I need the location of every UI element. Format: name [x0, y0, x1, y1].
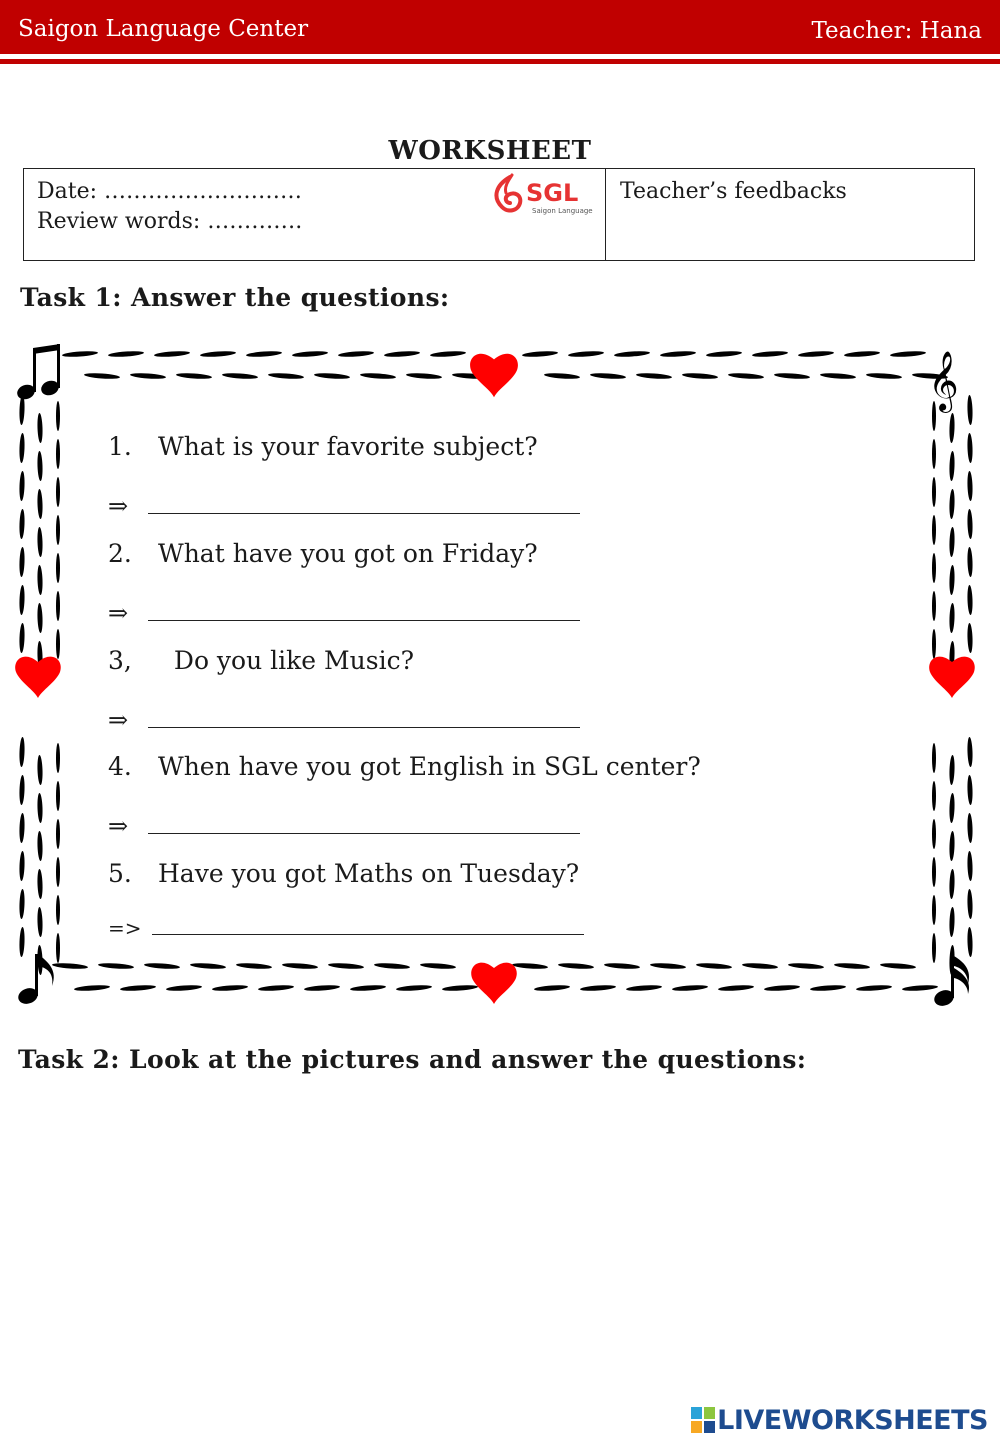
- frame-dash: [932, 857, 936, 887]
- frame-dash: [949, 451, 955, 481]
- frame-dash: [19, 813, 25, 843]
- frame-dash: [212, 984, 248, 991]
- frame-dash: [19, 471, 25, 501]
- liveworksheets-mark-icon: [691, 1407, 715, 1433]
- frame-dash: [932, 477, 936, 507]
- frame-dash: [19, 433, 25, 463]
- question-3: 3, Do you like Music?: [108, 646, 414, 675]
- sgl-logo: [490, 173, 596, 219]
- frame-dash: [236, 962, 272, 969]
- frame-dash: [56, 857, 60, 887]
- frame-dash: [442, 984, 478, 991]
- frame-dash: [932, 439, 936, 469]
- frame-dash: [932, 819, 936, 849]
- frame-dash: [19, 395, 25, 425]
- frame-dash: [37, 831, 43, 861]
- question-2: 2. What have you got on Friday?: [108, 539, 538, 568]
- frame-dash: [949, 831, 955, 861]
- teacher-name: Teacher: Hana: [811, 18, 982, 44]
- frame-dash: [360, 372, 396, 379]
- frame-dash: [650, 962, 686, 969]
- frame-dash: [967, 471, 973, 501]
- answer-2[interactable]: ⇒: [108, 599, 580, 627]
- frame-dash: [396, 984, 432, 991]
- frame-dash: [932, 895, 936, 925]
- frame-dash: [682, 372, 718, 379]
- frame-dash: [672, 984, 708, 991]
- frame-dash: [37, 413, 43, 443]
- heart-left-icon: [15, 657, 61, 698]
- heart-bottom-icon: [471, 963, 517, 1004]
- frame-dash: [19, 509, 25, 539]
- liveworksheets-logo: [691, 1402, 988, 1438]
- frame-dash: [636, 372, 672, 379]
- frame-dash: [304, 984, 340, 991]
- frame-dash: [932, 515, 936, 545]
- frame-dash: [176, 372, 212, 379]
- frame-dash: [56, 439, 60, 469]
- frame-dash: [56, 401, 60, 431]
- frame-dash: [774, 372, 810, 379]
- frame-dash: [614, 350, 650, 357]
- frame-dash: [19, 623, 25, 653]
- task1-title: Task 1: Answer the questions:: [20, 283, 450, 312]
- frame-dash: [222, 372, 258, 379]
- frame-dash: [37, 755, 43, 785]
- frame-dash: [190, 962, 226, 969]
- frame-dash: [902, 984, 938, 991]
- eighth-note-icon: [16, 954, 54, 1006]
- frame-dash: [880, 962, 916, 969]
- frame-dash: [967, 889, 973, 919]
- frame-dash: [56, 895, 60, 925]
- answer-1[interactable]: ⇒: [108, 492, 580, 520]
- frame-dash: [246, 350, 282, 357]
- frame-dash: [37, 603, 43, 633]
- frame-dash: [932, 933, 936, 963]
- frame-dash: [350, 984, 386, 991]
- liveworksheets-brand: LIVEWORKSHEETS: [717, 1404, 988, 1436]
- frame-dash: [932, 591, 936, 621]
- frame-dash: [967, 775, 973, 805]
- frame-dash: [856, 984, 892, 991]
- svg-text:SGL: SGL: [526, 179, 579, 207]
- frame-dash: [949, 413, 955, 443]
- frame-dash: [130, 372, 166, 379]
- answer-5[interactable]: =>: [108, 916, 584, 940]
- frame-dash: [37, 793, 43, 823]
- frame-dash: [37, 451, 43, 481]
- frame-dash: [949, 755, 955, 785]
- info-left-cell: [24, 169, 606, 260]
- frame-dash: [967, 433, 973, 463]
- frame-dash: [932, 553, 936, 583]
- frame-dash: [268, 372, 304, 379]
- frame-dash: [949, 565, 955, 595]
- treble-clef-icon: [928, 351, 959, 413]
- frame-dash: [19, 851, 25, 881]
- frame-dash: [534, 984, 570, 991]
- frame-dash: [328, 962, 364, 969]
- frame-dash: [604, 962, 640, 969]
- worksheet-title: WORKSHEET: [388, 136, 592, 166]
- frame-dash: [810, 984, 846, 991]
- frame-dash: [37, 489, 43, 519]
- frame-dash: [949, 869, 955, 899]
- heart-top-icon: [470, 354, 518, 397]
- frame-dash: [558, 962, 594, 969]
- frame-dash: [820, 372, 856, 379]
- beamed-notes-icon: [15, 344, 61, 402]
- frame-dash: [56, 591, 60, 621]
- frame-dash: [56, 477, 60, 507]
- frame-dash: [52, 962, 88, 969]
- frame-dash: [967, 509, 973, 539]
- frame-dash: [949, 793, 955, 823]
- frame-dash: [19, 775, 25, 805]
- frame-dash: [56, 781, 60, 811]
- frame-dash: [154, 350, 190, 357]
- frame-dash: [56, 553, 60, 583]
- frame-dash: [967, 813, 973, 843]
- frame-dash: [932, 743, 936, 773]
- frame-dash: [37, 869, 43, 899]
- frame-dash: [144, 962, 180, 969]
- frame-dash: [19, 737, 25, 767]
- frame-dash: [742, 962, 778, 969]
- frame-dash: [292, 350, 328, 357]
- frame-dash: [430, 350, 466, 357]
- frame-dash: [967, 623, 973, 653]
- frame-dash: [314, 372, 350, 379]
- frame-dash: [949, 907, 955, 937]
- frame-dash: [98, 962, 134, 969]
- frame-dash: [84, 372, 120, 379]
- question-1: 1. What is your favorite subject?: [108, 432, 538, 461]
- frame-dash: [764, 984, 800, 991]
- frame-dash: [752, 350, 788, 357]
- frame-dash: [19, 927, 25, 957]
- frame-dash: [967, 737, 973, 767]
- frame-dash: [282, 962, 318, 969]
- frame-dash: [74, 984, 110, 991]
- frame-dash: [706, 350, 742, 357]
- frame-dash: [728, 372, 764, 379]
- frame-dash: [56, 933, 60, 963]
- frame-dash: [718, 984, 754, 991]
- frame-dash: [420, 962, 456, 969]
- frame-dash: [19, 889, 25, 919]
- question-4: 4. When have you got English in SGL center?: [108, 752, 701, 781]
- frame-dash: [19, 547, 25, 577]
- frame-dash: [108, 350, 144, 357]
- frame-dash: [626, 984, 662, 991]
- frame-dash: [37, 565, 43, 595]
- frame-dash: [338, 350, 374, 357]
- frame-dash: [967, 547, 973, 577]
- heart-right-icon: [929, 657, 975, 698]
- frame-dash: [967, 851, 973, 881]
- frame-dash: [660, 350, 696, 357]
- question-5: 5. Have you got Maths on Tuesday?: [108, 859, 580, 888]
- frame-dash: [512, 962, 548, 969]
- frame-dash: [949, 527, 955, 557]
- answer-4-line[interactable]: [148, 819, 580, 834]
- frame-dash: [696, 962, 732, 969]
- answer-5-line[interactable]: [152, 920, 584, 935]
- frame-dash: [56, 819, 60, 849]
- frame-dash: [258, 984, 294, 991]
- frame-dash: [522, 350, 558, 357]
- answer-4[interactable]: ⇒: [108, 812, 580, 840]
- frame-dash: [120, 984, 156, 991]
- frame-dash: [374, 962, 410, 969]
- frame-dash: [37, 907, 43, 937]
- date-field[interactable]: Date: ………………………: [37, 179, 303, 204]
- teacher-feedback-label: Teacher’s feedbacks: [620, 179, 847, 204]
- frame-dash: [384, 350, 420, 357]
- svg-text:Saigon Language: Saigon Language: [532, 207, 593, 215]
- frame-dash: [788, 962, 824, 969]
- frame-dash: [568, 350, 604, 357]
- frame-dash: [62, 350, 98, 357]
- frame-dash: [932, 629, 936, 659]
- frame-dash: [967, 927, 973, 957]
- frame-dash: [590, 372, 626, 379]
- frame-dash: [406, 372, 442, 379]
- frame-dash: [967, 395, 973, 425]
- frame-dash: [544, 372, 580, 379]
- center-name: Saigon Language Center: [18, 16, 309, 42]
- task2-title: Task 2: Look at the pictures and answer the questions:: [18, 1045, 807, 1074]
- frame-dash: [166, 984, 202, 991]
- answer-1-line[interactable]: [148, 499, 580, 514]
- svg-text:𝄞: 𝄞: [928, 351, 959, 411]
- frame-dash: [932, 781, 936, 811]
- frame-dash: [56, 743, 60, 773]
- frame-dash: [967, 585, 973, 615]
- answer-2-line[interactable]: [148, 606, 580, 621]
- answer-3[interactable]: ⇒: [108, 706, 580, 734]
- frame-dash: [890, 350, 926, 357]
- frame-dash: [844, 350, 880, 357]
- review-words-field[interactable]: Review words: ………….: [37, 209, 303, 234]
- frame-dash: [866, 372, 902, 379]
- frame-dash: [798, 350, 834, 357]
- frame-dash: [580, 984, 616, 991]
- frame-dash: [949, 489, 955, 519]
- answer-3-line[interactable]: [148, 713, 580, 728]
- frame-dash: [834, 962, 870, 969]
- frame-dash: [56, 629, 60, 659]
- frame-dash: [56, 515, 60, 545]
- frame-dash: [949, 603, 955, 633]
- info-box: [23, 168, 975, 261]
- frame-dash: [19, 585, 25, 615]
- header-divider: [0, 59, 1000, 64]
- frame-dash: [200, 350, 236, 357]
- frame-dash: [37, 527, 43, 557]
